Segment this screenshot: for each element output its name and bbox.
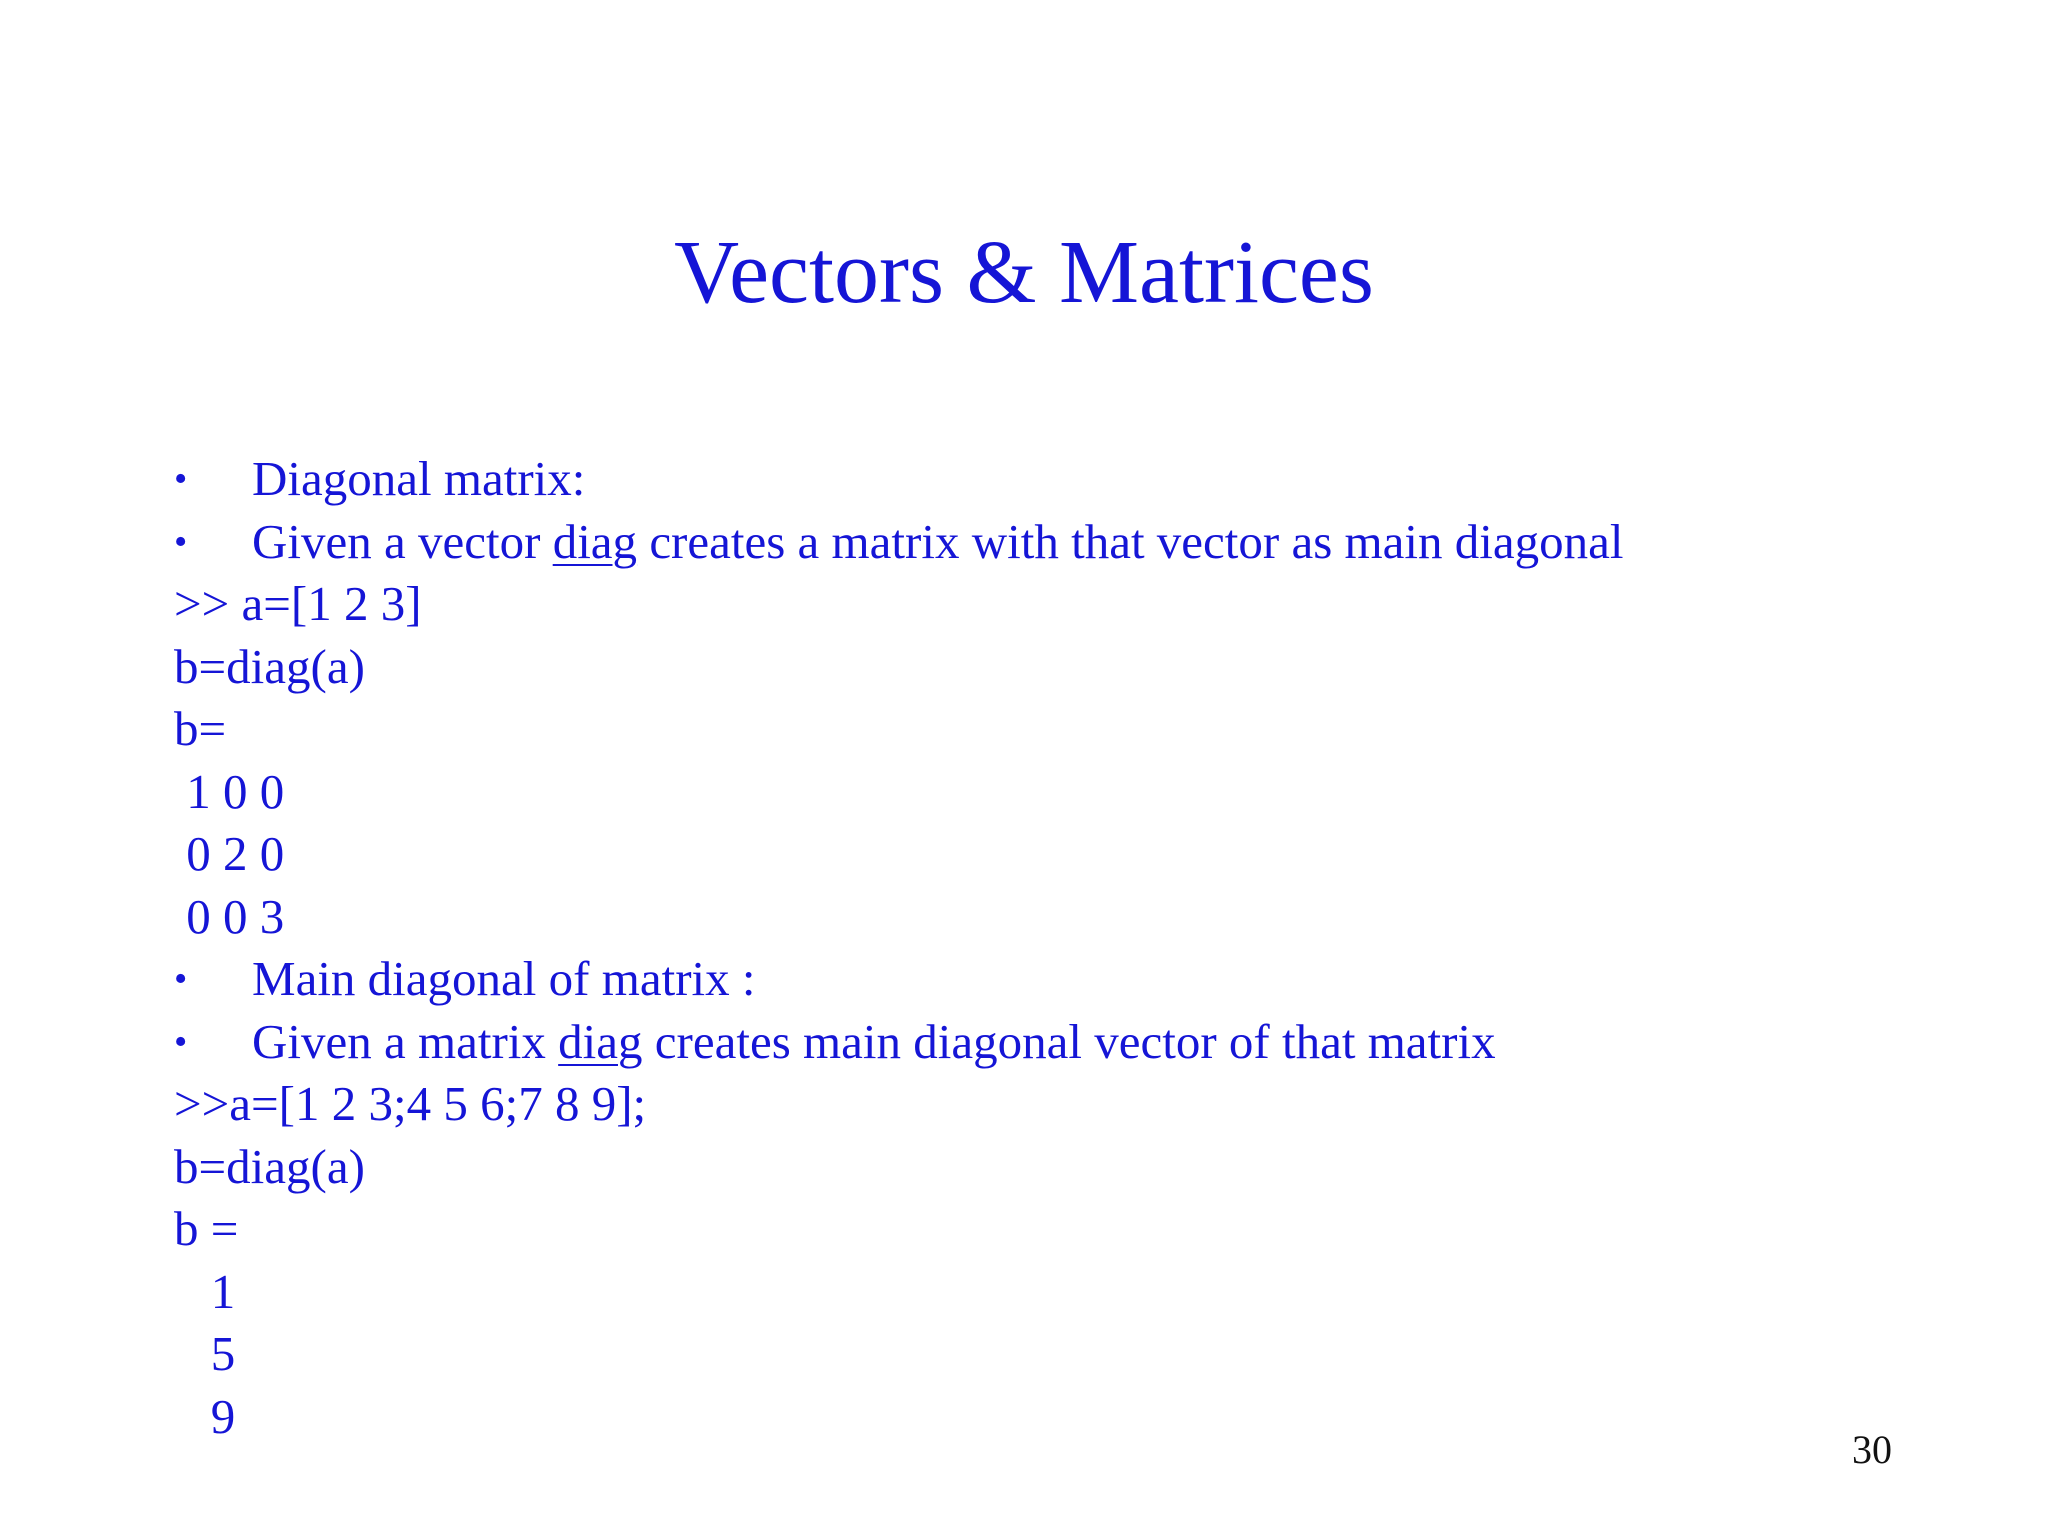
bullet-text: Diagonal matrix: <box>252 451 586 506</box>
matrix-row: 0 2 0 <box>174 826 285 881</box>
bullet-item <box>174 1011 1974 1074</box>
bullet-text <box>252 511 1624 574</box>
text-segment: Given a vector <box>252 513 553 569</box>
bullet-item <box>174 948 1974 1011</box>
diag-keyword: diag <box>558 1013 643 1069</box>
code-line: b = <box>174 1201 239 1256</box>
bullet-text <box>252 1011 1496 1074</box>
matrix-row: 1 0 0 <box>174 763 285 819</box>
code-line: b= <box>174 701 227 756</box>
slide-body <box>174 448 1974 1448</box>
vector-row: 5 <box>174 1326 236 1381</box>
code-line: b=diag(a) <box>174 1138 365 1194</box>
text-segment: Given a matrix <box>252 1013 559 1069</box>
bullet-icon: • <box>174 458 188 500</box>
bullet-icon: • <box>174 520 188 563</box>
text-segment: creates main diagonal vector of that matrix <box>642 1013 1496 1069</box>
code-line: b=diag(a) <box>174 638 365 694</box>
slide-title: Vectors & Matrices <box>674 223 1374 322</box>
bullet-icon: • <box>174 1020 188 1063</box>
code-line: >> a=[1 2 3] <box>174 576 422 631</box>
text-segment: creates a matrix with that vector as main diagonal <box>637 513 1624 569</box>
bullet-text: Main diagonal of matrix : <box>252 951 756 1006</box>
bullet-item <box>174 448 1974 511</box>
bullet-icon: • <box>174 958 188 1000</box>
diag-keyword: diag <box>552 513 638 569</box>
vector-row: 1 <box>174 1263 236 1319</box>
vector-row: 9 <box>174 1388 236 1444</box>
code-line: >>a=[1 2 3;4 5 6;7 8 9]; <box>174 1076 647 1131</box>
page-number: 30 <box>1852 1427 1892 1472</box>
matrix-row: 0 0 3 <box>174 888 285 944</box>
bullet-item <box>174 511 1974 574</box>
